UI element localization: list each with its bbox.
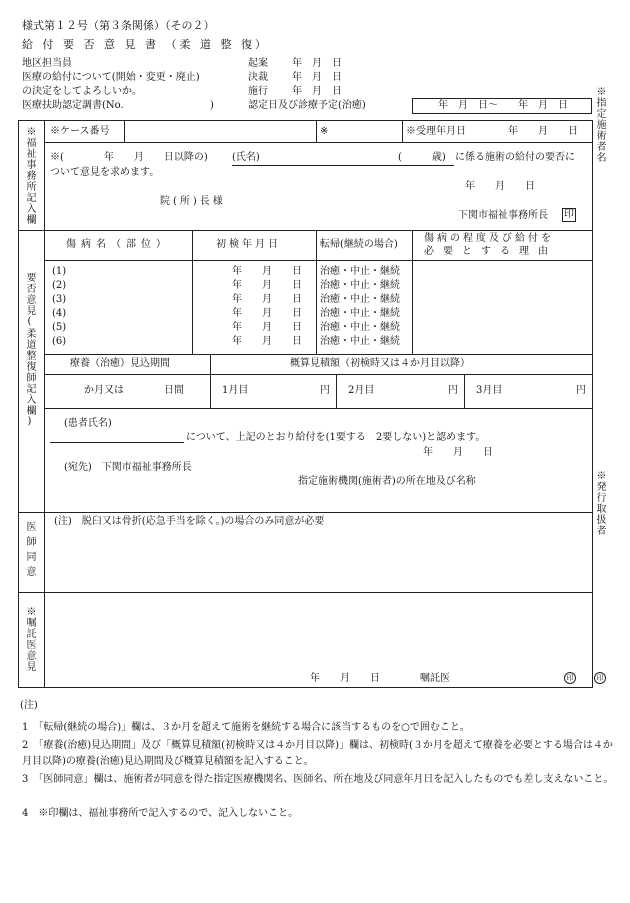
- decision-line-1: 医療の給付について(開始・変更・廃止): [22, 72, 200, 83]
- outcome-options[interactable]: 治癒・中止・継続: [320, 308, 400, 319]
- month2-label: 2月目: [348, 385, 375, 396]
- first-visit-date: 年 月 日: [232, 266, 302, 277]
- period-row-bottom: [44, 408, 593, 409]
- request-date: 年 月 日: [465, 181, 535, 192]
- enforce-date: 年 月 日: [292, 86, 342, 97]
- office-director: 下関市福祉事務所長: [458, 210, 548, 221]
- patient-name-label: (患者氏名): [64, 418, 112, 429]
- outcome-options[interactable]: 治癒・中止・継続: [320, 280, 400, 291]
- note-item-3: 3 「医師同意」欄は、施術者が同意を得た指定医療機関名、医師名、所在地及び同意年月日を記入したものでも差し支えないこと。: [22, 774, 614, 785]
- clinic-addressee: 院(所)長様: [160, 196, 226, 207]
- note-item-4: 4 ※印欄は、福祉事務所で記入するので、記入しないこと。: [22, 808, 299, 819]
- outcome-options[interactable]: 治癒・中止・継続: [320, 266, 400, 277]
- medical-record-no: 医療扶助認定調書(No.: [22, 100, 124, 111]
- patient-age-field[interactable]: ( 歳): [398, 152, 446, 163]
- opinion-section-top: [18, 230, 593, 231]
- first-visit-date: 年 月 日: [232, 294, 302, 305]
- issuer-note: ※発行取扱者: [594, 470, 605, 536]
- consult-stamp-icon: 印: [564, 672, 576, 684]
- month1-label: 1月目: [222, 385, 249, 396]
- row-number: (6): [52, 336, 67, 347]
- certification-label: 認定日及び診療予定(治癒): [248, 100, 366, 111]
- approval-text: について、上記のとおり給付を(1要する 2要しない)と認めます。: [186, 432, 486, 443]
- reason-column-header-1: 傷病の程度及び給付を: [424, 233, 554, 244]
- opinion-col-divider-3: [412, 230, 413, 354]
- director-stamp-icon: 印: [564, 209, 574, 220]
- outcome-options[interactable]: 治癒・中止・継続: [320, 322, 400, 333]
- consult-date: 年 月 日: [310, 673, 380, 684]
- case-number-field[interactable]: [124, 120, 316, 142]
- request-line-2: ついて意見を求めます。: [50, 167, 160, 178]
- reason-column-header-2: 必要とする理由: [424, 246, 557, 257]
- period-label: 療養（治癒）見込期間: [70, 358, 170, 369]
- row-number: (4): [52, 308, 67, 319]
- row-number: (5): [52, 322, 67, 333]
- doctor-section-top: [18, 512, 593, 513]
- enforce-label: 施行: [248, 86, 268, 97]
- month3-label: 3月目: [476, 385, 503, 396]
- opinion-col-divider-1: [192, 230, 193, 354]
- medical-record-no-close: ): [210, 100, 214, 111]
- consult-section-label: ※嘱託医意見: [24, 606, 35, 672]
- patient-name-underline: [232, 165, 454, 166]
- first-visit-date: 年 月 日: [232, 280, 302, 291]
- request-line-1-tail: に係る施術の給付の要否に: [455, 152, 575, 163]
- patient-name-line[interactable]: [50, 442, 184, 443]
- month1-col-divider: [336, 374, 337, 408]
- month2-yen: 円: [448, 385, 458, 396]
- month2-col-divider: [464, 374, 465, 408]
- period-header-bottom: [44, 374, 593, 375]
- notes-title: (注): [20, 700, 38, 711]
- month3-yen: 円: [576, 385, 586, 396]
- approve-date: 年 月 日: [292, 72, 342, 83]
- first-visit-column-header: 初検年月日: [216, 239, 281, 250]
- first-visit-date: 年 月 日: [232, 336, 302, 347]
- patient-name-field-label[interactable]: (氏名): [232, 152, 260, 163]
- request-line-1: ※( 年 月 日以降の): [50, 152, 208, 163]
- period-value[interactable]: か月又は 日間: [84, 385, 184, 396]
- staff-label: 地区担当員: [22, 58, 72, 69]
- label-column-divider: [44, 120, 45, 688]
- form-number: 様式第１２号（第３条関係）（その２）: [22, 19, 215, 32]
- form-title: 給 付 要 否 意 見 書 （柔 道 整 復）: [22, 38, 269, 51]
- outcome-options[interactable]: 治癒・中止・継続: [320, 294, 400, 305]
- institution-label: 指定施術機関(施術者)の所在地及び名称: [298, 476, 476, 487]
- doctor-section-label: 医師同意: [24, 521, 35, 581]
- doctor-consent-note: (注) 脱臼又は骨折(応急手当を除く。)の場合のみ同意が必要: [54, 516, 325, 527]
- case-row-divider: [44, 142, 593, 143]
- row-number: (3): [52, 294, 67, 305]
- draft-date: 年 月 日: [292, 58, 342, 69]
- row-number: (2): [52, 280, 67, 291]
- injury-column-header: 傷病名（部位）: [66, 239, 171, 250]
- certification-range: 年 月 日〜 年 月 日: [438, 100, 568, 111]
- period-header-top: [44, 354, 593, 355]
- first-visit-date: 年 月 日: [232, 322, 302, 333]
- row-number: (1): [52, 266, 67, 277]
- note-item-1: 1 「転帰(継続の場合)」欄は、３か月を超えて施術を継続する場合に該当するものを○で囲むこと。: [22, 722, 470, 733]
- opinion-header-divider: [44, 260, 593, 261]
- note-item-2: 2 「療養(治癒)見込期間」及び「概算見積額(初検時又は４か月目以降)」欄は、初検時(３か月を超えて療養を必要とする場合は４か月目以降)の療養(治癒)見込期間及び概算見積額を記入すること。: [22, 740, 613, 767]
- approve-label: 決裁: [248, 72, 268, 83]
- consult-doctor-label: 嘱託医: [420, 673, 450, 684]
- outcome-column-header: 転帰(継続の場合): [320, 239, 398, 250]
- case-mark: ※: [320, 126, 329, 137]
- outcome-options[interactable]: 治癒・中止・継続: [320, 336, 400, 347]
- case-col-divider-3: [402, 120, 403, 142]
- consult-section-top: [18, 592, 593, 593]
- opinion-col-divider-2: [316, 230, 317, 354]
- estimate-label: 概算見積額（初検時又は４か月目以降）: [290, 358, 470, 369]
- office-section-label: ※福祉事務所記入欄: [24, 126, 35, 225]
- draft-label: 起案: [248, 58, 268, 69]
- case-col-divider-2: [316, 120, 317, 142]
- case-number-label: ※ケース番号: [50, 126, 110, 137]
- received-date: 年 月 日: [508, 126, 578, 137]
- addressee: (宛先) 下関市福祉事務所長: [64, 462, 192, 473]
- designated-practitioner-note: ※指定施術者名: [594, 86, 605, 163]
- month1-yen: 円: [320, 385, 330, 396]
- opinion-section-label: 要否意見(柔道整復師記入欄): [24, 272, 35, 428]
- right-stamp-icon: 印: [594, 672, 606, 684]
- first-visit-date: 年 月 日: [232, 308, 302, 319]
- period-col-divider: [210, 354, 211, 408]
- received-date-label: ※受理年月日: [406, 126, 466, 137]
- decision-line-2: の決定をしてよろしいか。: [22, 86, 142, 97]
- main-form-table: [18, 120, 593, 688]
- approval-date: 年 月 日: [423, 447, 493, 458]
